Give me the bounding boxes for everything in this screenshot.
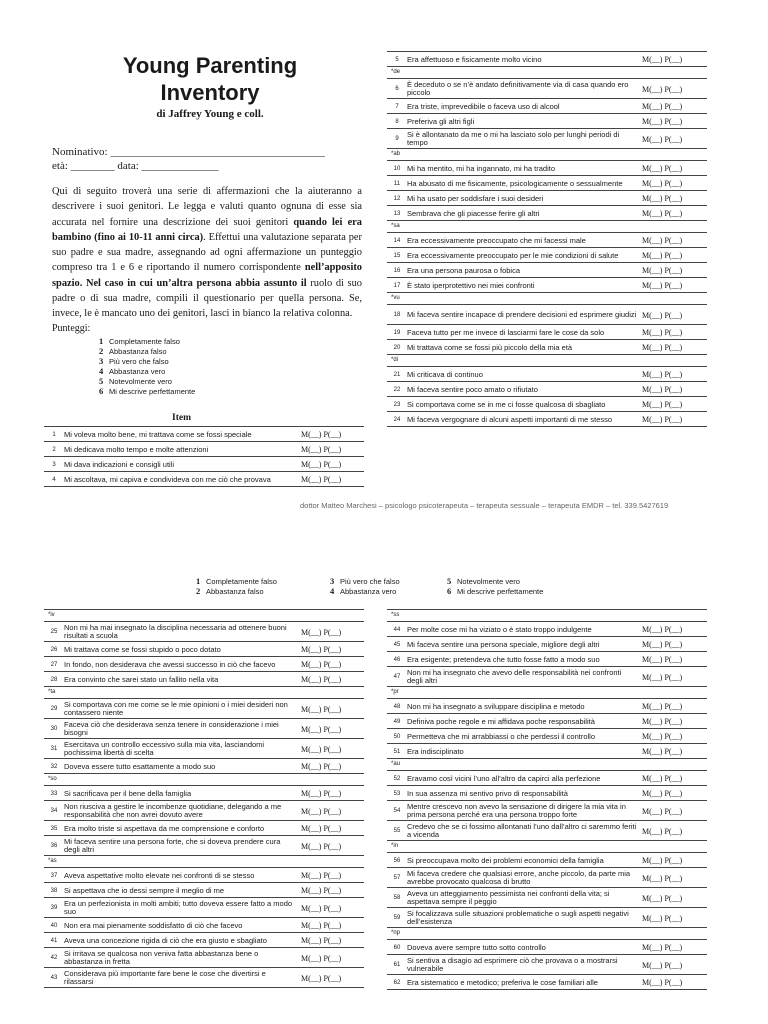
mother-father-score-field[interactable]: M(__) P(__) <box>642 370 683 379</box>
table-end-rule <box>387 426 707 427</box>
item-row <box>44 718 364 739</box>
item-number: 57 <box>393 875 401 881</box>
item-text: È deceduto o se n’è andato definitivamente via di casa quando ero piccolo <box>407 80 629 97</box>
item-row <box>387 621 707 637</box>
mother-father-score-field[interactable]: M(__) P(__) <box>301 871 342 880</box>
item-text: Aveva una concezione rigida di ciò che era giusto e sbagliato <box>64 935 267 945</box>
item-number: 62 <box>393 979 401 986</box>
item-row <box>387 954 707 975</box>
mother-father-score-field[interactable]: M(__) P(__) <box>301 762 342 771</box>
item-header: Item <box>172 413 191 423</box>
item-row <box>44 621 364 642</box>
item-text: Non era mai pienamente soddisfatto di ciò che facevo <box>64 920 243 930</box>
item-number: 13 <box>393 210 401 217</box>
item-number: 54 <box>393 808 401 814</box>
item-row <box>387 51 707 67</box>
section-code-label: *au <box>391 761 401 767</box>
item-row <box>387 867 707 888</box>
scale-item: 1 Completamente falso <box>99 336 180 346</box>
mother-father-score-field[interactable]: M(__) P(__) <box>642 978 683 987</box>
mother-father-score-field[interactable]: M(__) P(__) <box>301 475 342 484</box>
item-number: 59 <box>393 915 401 921</box>
item-row <box>387 262 707 278</box>
item-number: 45 <box>393 641 401 648</box>
mother-father-score-field[interactable]: M(__) P(__) <box>642 164 683 173</box>
bottom-scale-col-1 <box>196 576 277 596</box>
item-row <box>387 277 707 293</box>
item-text: Si preoccupava molto dei problemi economici della famiglia <box>407 855 604 865</box>
item-row <box>44 758 364 774</box>
item-row <box>387 366 707 382</box>
item-number: 31 <box>50 746 58 752</box>
mother-father-score-field[interactable]: M(__) P(__) <box>642 266 683 275</box>
item-text: Mi voleva molto bene, mi trattava come se fossi speciale <box>64 429 252 439</box>
item-number: 3 <box>52 461 56 468</box>
item-number: 7 <box>395 103 399 110</box>
mother-father-score-field[interactable]: M(__) P(__) <box>642 209 683 218</box>
item-text: Si è allontanato da me o mi ha lasciato solo per lunghi periodi di tempo <box>407 130 620 147</box>
section-code-label: *ab <box>391 151 401 157</box>
item-text: Mi dedicava molto tempo e molte attenzioni <box>64 444 209 454</box>
item-number: 49 <box>393 718 401 725</box>
section-code-label: *vu <box>391 295 400 301</box>
mother-father-score-field[interactable]: M(__) P(__) <box>642 640 683 649</box>
item-number: 28 <box>50 676 58 683</box>
item-row <box>387 636 707 652</box>
item-number: 55 <box>393 828 401 834</box>
item-row <box>387 98 707 114</box>
section-code-label: *pr <box>391 689 399 695</box>
item-row <box>44 882 364 898</box>
item-number: 56 <box>393 857 401 864</box>
section-code-label: *sa <box>391 223 400 229</box>
eta-data-field[interactable]: età: ________ data: ______________ <box>52 160 219 172</box>
item-text: Era affettuoso e fisicamente molto vicino <box>407 54 542 64</box>
mother-father-score-field[interactable]: M(__) P(__) <box>301 744 342 754</box>
item-number: 58 <box>393 895 401 901</box>
item-number: 37 <box>50 872 58 879</box>
mother-father-score-field[interactable]: M(__) P(__) <box>642 717 683 726</box>
item-number: 26 <box>50 646 58 653</box>
punteggi-scale <box>99 336 195 396</box>
item-number: 36 <box>50 843 58 849</box>
item-row <box>387 190 707 206</box>
item-number: 53 <box>393 790 401 797</box>
title-line-1: Young Parenting <box>122 53 298 78</box>
item-text: Mi ha usato per soddisfare i suoi desideri <box>407 193 544 203</box>
item-text: Credevo che se ci fossimo allontanati l’uno dall’altro ci saremmo feriti a vicenda <box>407 822 637 839</box>
item-number: 29 <box>50 706 58 712</box>
mother-father-score-field[interactable]: M(__) P(__) <box>642 385 683 394</box>
item-text: Mi ha mentito, mi ha ingannato, mi ha tradito <box>407 163 555 173</box>
item-number: 9 <box>395 136 399 142</box>
title-line-2: Inventory <box>160 80 260 105</box>
mother-father-score-field[interactable]: M(__) P(__) <box>642 789 683 798</box>
item-row <box>387 324 707 340</box>
item-row <box>387 113 707 129</box>
item-text: Era indisciplinato <box>407 746 464 756</box>
item-text: Mi faceva sentire incapace di prendere decisioni ed esprimere giudizi <box>407 310 637 319</box>
item-number: 16 <box>393 267 401 274</box>
item-text: Mi faceva sentire poco amato o rifiutato <box>407 384 538 394</box>
item-number: 43 <box>50 975 58 981</box>
item-text: Era esigente; pretendeva che tutto fosse fatto a modo suo <box>407 654 600 664</box>
item-row <box>387 852 707 868</box>
page-title <box>90 52 330 106</box>
item-number: 34 <box>50 808 58 814</box>
mother-father-score-field[interactable]: M(__) P(__) <box>642 251 683 260</box>
item-text: Era sistematico e metodico; preferiva le cose familiari alle <box>407 977 598 987</box>
item-row <box>387 939 707 955</box>
item-row <box>387 396 707 412</box>
item-number: 41 <box>50 937 58 944</box>
mother-father-score-field[interactable]: M(__) P(__) <box>642 415 683 424</box>
item-text: Mi dava indicazioni e consigli utili <box>64 459 175 469</box>
mother-father-score-field[interactable]: M(__) P(__) <box>642 960 683 970</box>
mother-father-score-field[interactable]: M(__) P(__) <box>642 55 683 64</box>
mother-father-score-field[interactable]: M(__) P(__) <box>642 236 683 245</box>
item-number: 22 <box>393 386 401 393</box>
item-text: Mi criticava di continuo <box>407 369 483 379</box>
item-text: Doveva essere tutto esattamente a modo suo <box>64 761 216 771</box>
mother-father-score-field[interactable]: M(__) P(__) <box>642 702 683 711</box>
item-row <box>387 770 707 786</box>
item-number: 60 <box>393 944 401 951</box>
mother-father-score-field[interactable]: M(__) P(__) <box>642 672 683 682</box>
mother-father-score-field[interactable]: M(__) P(__) <box>301 430 342 439</box>
item-number: 39 <box>50 905 58 911</box>
scale-item: 6 Mi descrive perfettamente <box>99 386 196 396</box>
item-row <box>387 800 707 821</box>
item-text: In fondo, non desiderava che avessi successo in ciò che facevo <box>64 659 276 669</box>
mother-father-score-field[interactable]: M(__) P(__) <box>301 724 342 734</box>
item-row <box>387 666 707 687</box>
scale-item: 2 Abbastanza falso <box>196 586 264 596</box>
mother-father-score-field[interactable]: M(__) P(__) <box>301 460 342 469</box>
mother-father-score-field[interactable]: M(__) P(__) <box>301 627 342 637</box>
item-text: Permetteva che mi arrabbiassi o che perdessi il controllo <box>407 731 596 741</box>
footer-credit: dottor Matteo Marchesi – psicologo psicoterapeuta – terapeuta sessuale – terapeuta EMDR – tel. 339.5427619 <box>300 501 669 510</box>
item-text: È stato iperprotettivo nei miei confronti <box>407 280 535 290</box>
mother-father-score-field[interactable]: M(__) P(__) <box>301 824 342 833</box>
section-code-label: *di <box>391 357 399 363</box>
item-row <box>44 800 364 821</box>
item-text: Aveva un atteggiamento pessimista nei confronti della vita; si aspettava sempre il peggio <box>407 889 610 906</box>
mother-father-score-field[interactable]: M(__) P(__) <box>642 806 683 816</box>
item-number: 25 <box>50 629 58 635</box>
item-number: 5 <box>395 56 399 63</box>
instructions: Qui di seguito troverà una serie di affermazioni che la aiuteranno a descrivere i suoi genitori. Le legga e valuti quanto ognuna di esse sia accurata nel fornire una descrizione dei suoi genitori quando lei era bambino (fino ai 10-11 anni circa). Effettui una valutazione separata per suo padre e sua madre, assegnando ad ogni affermazione un punteggio compreso tra 1 e 6 e riportando il numero corrispondente nell’apposito spazio. Nel caso in cui un’altra persona abbia assunto il ruolo di suo padre o di sua madre, compili il questionario per quella persona. Se, invece, le è mancato uno dei genitori, lasci in bianco la relativa colonna. <box>52 186 363 320</box>
item-row <box>387 887 707 908</box>
item-text: Si focalizzava sulle situazioni problematiche o sugli aspetti negativi dell’esistenza <box>407 909 629 926</box>
item-number: 19 <box>393 329 401 336</box>
mother-father-score-field[interactable]: M(__) P(__) <box>642 343 683 352</box>
scale-item: 3 Più vero che falso <box>330 576 400 586</box>
item-row <box>387 160 707 176</box>
author: di Jaffrey Young e coll. <box>156 108 264 120</box>
item-number: 47 <box>393 674 401 680</box>
mother-father-score-field[interactable]: M(__) P(__) <box>642 194 683 203</box>
item-number: 52 <box>393 775 401 782</box>
item-text: Esercitava un controllo eccessivo sulla mia vita, lasciandomi pochissima libertà di scelta <box>64 740 265 757</box>
item-number: 17 <box>393 282 401 289</box>
section-code-label: *iv <box>48 612 55 618</box>
item-text: Era triste, imprevedibile o faceva uso di alcool <box>407 101 560 111</box>
mother-father-score-field[interactable]: M(__) P(__) <box>301 445 342 454</box>
item-text: Era un perfezionista in molti ambiti; tutto doveva essere fatto a modo suo <box>64 899 293 916</box>
item-text: Mentre crescevo non avevo la sensazione di dirigere la mia vita in prima persona perché era una persona troppo forte <box>407 802 626 819</box>
table-end-rule <box>387 989 707 990</box>
item-number: 50 <box>393 733 401 740</box>
item-text: Si comportava come se in me ci fosse qualcosa di sbagliato <box>407 399 606 409</box>
item-text: Considerava più importante fare bene le cose che divertirsi e rilassarsi <box>64 969 266 986</box>
mother-father-score-field[interactable]: M(__) P(__) <box>301 841 342 851</box>
item-row <box>44 867 364 883</box>
item-text: Preferiva gli altri figli <box>407 116 475 126</box>
item-number: 14 <box>393 237 401 244</box>
item-row <box>387 339 707 355</box>
item-text: Eravamo così vicini l’uno all’altro da capirci alla perfezione <box>407 773 601 783</box>
item-text: Faceva tutto per me invece di lasciarmi fare le cose da solo <box>407 327 605 337</box>
item-text: Mi faceva sentire una persona forte, che si doveva prendere cura degli altri <box>64 837 281 854</box>
item-text: Mi trattava come se fossi stupido o poco dotato <box>64 644 221 654</box>
item-text: Per molte cose mi ha viziato o è stato troppo indulgente <box>407 624 592 634</box>
item-row <box>387 247 707 263</box>
item-number: 51 <box>393 748 401 755</box>
item-text: Era molto triste si aspettava da me comprensione e conforto <box>64 823 265 833</box>
mother-father-score-field[interactable]: M(__) P(__) <box>301 973 342 983</box>
mother-father-score-field[interactable]: M(__) P(__) <box>301 645 342 654</box>
table-end-rule <box>44 987 364 988</box>
item-text: Si sentiva a disagio ad esprimere ciò che provava o a mostrarsi vulnerabile <box>407 956 618 973</box>
item-row <box>44 835 364 856</box>
item-number: 61 <box>393 962 401 968</box>
item-number: 23 <box>393 401 401 408</box>
mother-father-score-field[interactable]: M(__) P(__) <box>301 789 342 798</box>
item-text: Era eccessivamente preoccupato che mi facessi male <box>407 235 586 245</box>
item-number: 46 <box>393 656 401 663</box>
item-text: Era eccessivamente preoccupato per le mie condizioni di salute <box>407 250 619 260</box>
item-number: 40 <box>50 922 58 929</box>
mother-father-score-field[interactable]: M(__) P(__) <box>642 873 683 883</box>
item-text: Doveva avere sempre tutto sotto controllo <box>407 942 546 952</box>
section-code-label: *as <box>48 858 57 864</box>
item-number: 33 <box>50 790 58 797</box>
item-text: Era una persona paurosa o fobica <box>407 265 520 275</box>
mother-father-score-field[interactable]: M(__) P(__) <box>301 675 342 684</box>
item-number: 48 <box>393 703 401 710</box>
table-end-rule <box>44 486 364 487</box>
nominativo-field[interactable]: Nominativo: _______________________________________ <box>52 146 325 158</box>
item-row <box>387 907 707 928</box>
item-text: Non mi ha mai insegnato la disciplina necessaria ad ottenere buoni risultati a scuola <box>64 623 287 640</box>
mother-father-score-field[interactable]: M(__) P(__) <box>642 400 683 409</box>
mother-father-score-field[interactable]: M(__) P(__) <box>642 943 683 952</box>
mother-father-score-field[interactable]: M(__) P(__) <box>642 913 683 923</box>
item-row <box>387 820 707 841</box>
item-row <box>44 967 364 988</box>
section-code-label: *in <box>391 843 399 849</box>
section-code-label: *ta <box>48 689 56 695</box>
item-text: Mi trattava come se fossi più piccolo della mia età <box>407 342 573 352</box>
mother-father-score-field[interactable]: M(__) P(__) <box>642 179 683 188</box>
item-row <box>387 205 707 221</box>
item-number: 38 <box>50 887 58 894</box>
bottom-scale-col-3 <box>447 576 543 596</box>
item-text: Aveva aspettative molto elevate nei confronti di se stesso <box>64 870 255 880</box>
mother-father-score-field[interactable]: M(__) P(__) <box>642 856 683 865</box>
mother-father-score-field[interactable]: M(__) P(__) <box>301 936 342 945</box>
item-number: 27 <box>50 661 58 668</box>
item-number: 11 <box>393 180 401 187</box>
punteggi-title: Punteggi: <box>52 323 91 334</box>
scale-item: 1 Completamente falso <box>196 576 277 586</box>
scale-item: 2 Abbastanza falso <box>99 346 167 356</box>
section-code-label: *ss <box>391 612 400 618</box>
bottom-scale-col-2 <box>330 576 400 596</box>
item-row <box>44 917 364 933</box>
item-text: Si sacrificava per il bene della famiglia <box>64 788 192 798</box>
item-row <box>387 743 707 759</box>
item-row <box>44 932 364 948</box>
mother-father-score-field[interactable]: M(__) P(__) <box>642 774 683 783</box>
item-text: Faceva ciò che desiderava senza tenere in considerazione i miei bisogni <box>64 720 279 737</box>
item-row <box>44 656 364 672</box>
item-number: 21 <box>393 371 401 378</box>
item-row <box>387 78 707 99</box>
scale-item: 4 Abbastanza vero <box>330 586 397 596</box>
item-row <box>387 785 707 801</box>
mother-father-score-field[interactable]: M(__) P(__) <box>301 886 342 895</box>
mother-father-score-field[interactable]: M(__) P(__) <box>301 704 342 714</box>
mother-father-score-field[interactable]: M(__) P(__) <box>642 732 683 741</box>
mother-father-score-field[interactable]: M(__) P(__) <box>642 625 683 634</box>
mother-father-score-field[interactable]: M(__) P(__) <box>642 134 683 144</box>
item-row <box>387 175 707 191</box>
scale-item: 4 Abbastanza vero <box>99 366 166 376</box>
item-text: Mi faceva vergognare di alcuni aspetti importanti di me stesso <box>407 414 613 424</box>
item-text: Mi ascoltava, mi capiva e condivideva con me ciò che provava <box>64 474 271 484</box>
mother-father-score-field[interactable]: M(__) P(__) <box>642 747 683 756</box>
item-row <box>44 426 364 442</box>
item-number: 2 <box>52 446 56 453</box>
item-row <box>44 738 364 759</box>
item-row <box>387 232 707 248</box>
item-row <box>44 820 364 836</box>
item-row <box>44 897 364 918</box>
item-number: 32 <box>50 763 58 770</box>
item-text: Non mi ha insegnato a sviluppare disciplina e metodo <box>407 701 585 711</box>
item-number: 20 <box>393 344 401 351</box>
item-text: In sua assenza mi sentivo privo di responsabilità <box>407 788 568 798</box>
item-row <box>44 441 364 457</box>
mother-father-score-field[interactable]: M(__) P(__) <box>642 655 683 664</box>
item-text: Sembrava che gli piacesse ferire gli altri <box>407 208 540 218</box>
mother-father-score-field[interactable]: M(__) P(__) <box>642 84 683 94</box>
scale-item: 5 Notevolmente vero <box>447 576 520 586</box>
section-code-label: *de <box>391 69 401 75</box>
item-number: 4 <box>52 476 56 483</box>
item-text: Mi faceva credere che qualsiasi errore, anche piccolo, da parte mia avrebbe provocato qualcosa di brutto <box>407 869 631 886</box>
mother-father-score-field[interactable]: M(__) P(__) <box>642 826 683 836</box>
item-number: 8 <box>395 118 399 125</box>
item-row <box>44 698 364 719</box>
item-row <box>44 671 364 687</box>
scale-item: 5 Notevolmente vero <box>99 376 172 386</box>
item-number: 24 <box>393 416 401 423</box>
item-number: 30 <box>50 726 58 732</box>
item-text: Non mi ha insegnato che avevo delle responsabilità nei confronti degli altri <box>407 668 622 685</box>
item-number: 44 <box>393 626 401 633</box>
item-text: Si aspettava che io dessi sempre il meglio di me <box>64 885 225 895</box>
item-number: 10 <box>393 165 401 172</box>
mother-father-score-field[interactable]: M(__) P(__) <box>642 117 683 126</box>
item-text: Si comportava con me come se le mie opinioni o i miei desideri non contassero niente <box>64 700 288 717</box>
item-row <box>387 651 707 667</box>
item-row <box>387 713 707 729</box>
item-row <box>387 728 707 744</box>
item-text: Definiva poche regole e mi affidava poche responsabilità <box>407 716 595 726</box>
item-number: 6 <box>395 86 399 92</box>
item-text: Mi faceva sentire una persona speciale, migliore degli altri <box>407 639 600 649</box>
mother-father-score-field[interactable]: M(__) P(__) <box>301 903 342 913</box>
item-row <box>387 698 707 714</box>
mother-father-score-field[interactable]: M(__) P(__) <box>301 921 342 930</box>
scale-item: 6 Mi descrive perfettamente <box>447 586 544 596</box>
item-text: Si irritava se qualcosa non veniva fatta abbastanza bene o abbastanza in fretta <box>64 949 259 966</box>
item-row <box>387 974 707 990</box>
item-row <box>44 947 364 968</box>
mother-father-score-field[interactable]: M(__) P(__) <box>301 806 342 816</box>
item-row <box>387 128 707 149</box>
item-number: 35 <box>50 825 58 832</box>
mother-father-score-field[interactable]: M(__) P(__) <box>301 953 342 963</box>
item-row <box>387 411 707 427</box>
item-number: 1 <box>52 431 56 438</box>
item-number: 15 <box>393 252 401 259</box>
mother-father-score-field[interactable]: M(__) P(__) <box>642 102 683 111</box>
item-row <box>44 785 364 801</box>
item-number: 18 <box>393 312 401 318</box>
section-code-label: *np <box>391 930 401 936</box>
item-number: 12 <box>393 195 401 202</box>
mother-father-score-field[interactable]: M(__) P(__) <box>642 281 683 290</box>
item-row <box>44 641 364 657</box>
item-row <box>387 381 707 397</box>
item-row <box>387 304 707 325</box>
item-text: Era convinto che sarei stato un fallito nella vita <box>64 674 219 684</box>
section-code-label: *so <box>48 776 57 782</box>
item-row <box>44 471 364 487</box>
item-text: Ha abusato di me fisicamente, psicologicamente o sessualmente <box>407 178 623 188</box>
mother-father-score-field[interactable]: M(__) P(__) <box>301 660 342 669</box>
scale-item: 3 Più vero che falso <box>99 356 169 366</box>
item-row <box>44 456 364 472</box>
item-text: Non riusciva a gestire le incombenze quotidiane, delegando a me responsabilità che non avrei dovuto avere <box>64 802 282 819</box>
mother-father-score-field[interactable]: M(__) P(__) <box>642 328 683 337</box>
mother-father-score-field[interactable]: M(__) P(__) <box>642 893 683 903</box>
item-number: 42 <box>50 955 58 961</box>
mother-father-score-field[interactable]: M(__) P(__) <box>642 310 683 320</box>
